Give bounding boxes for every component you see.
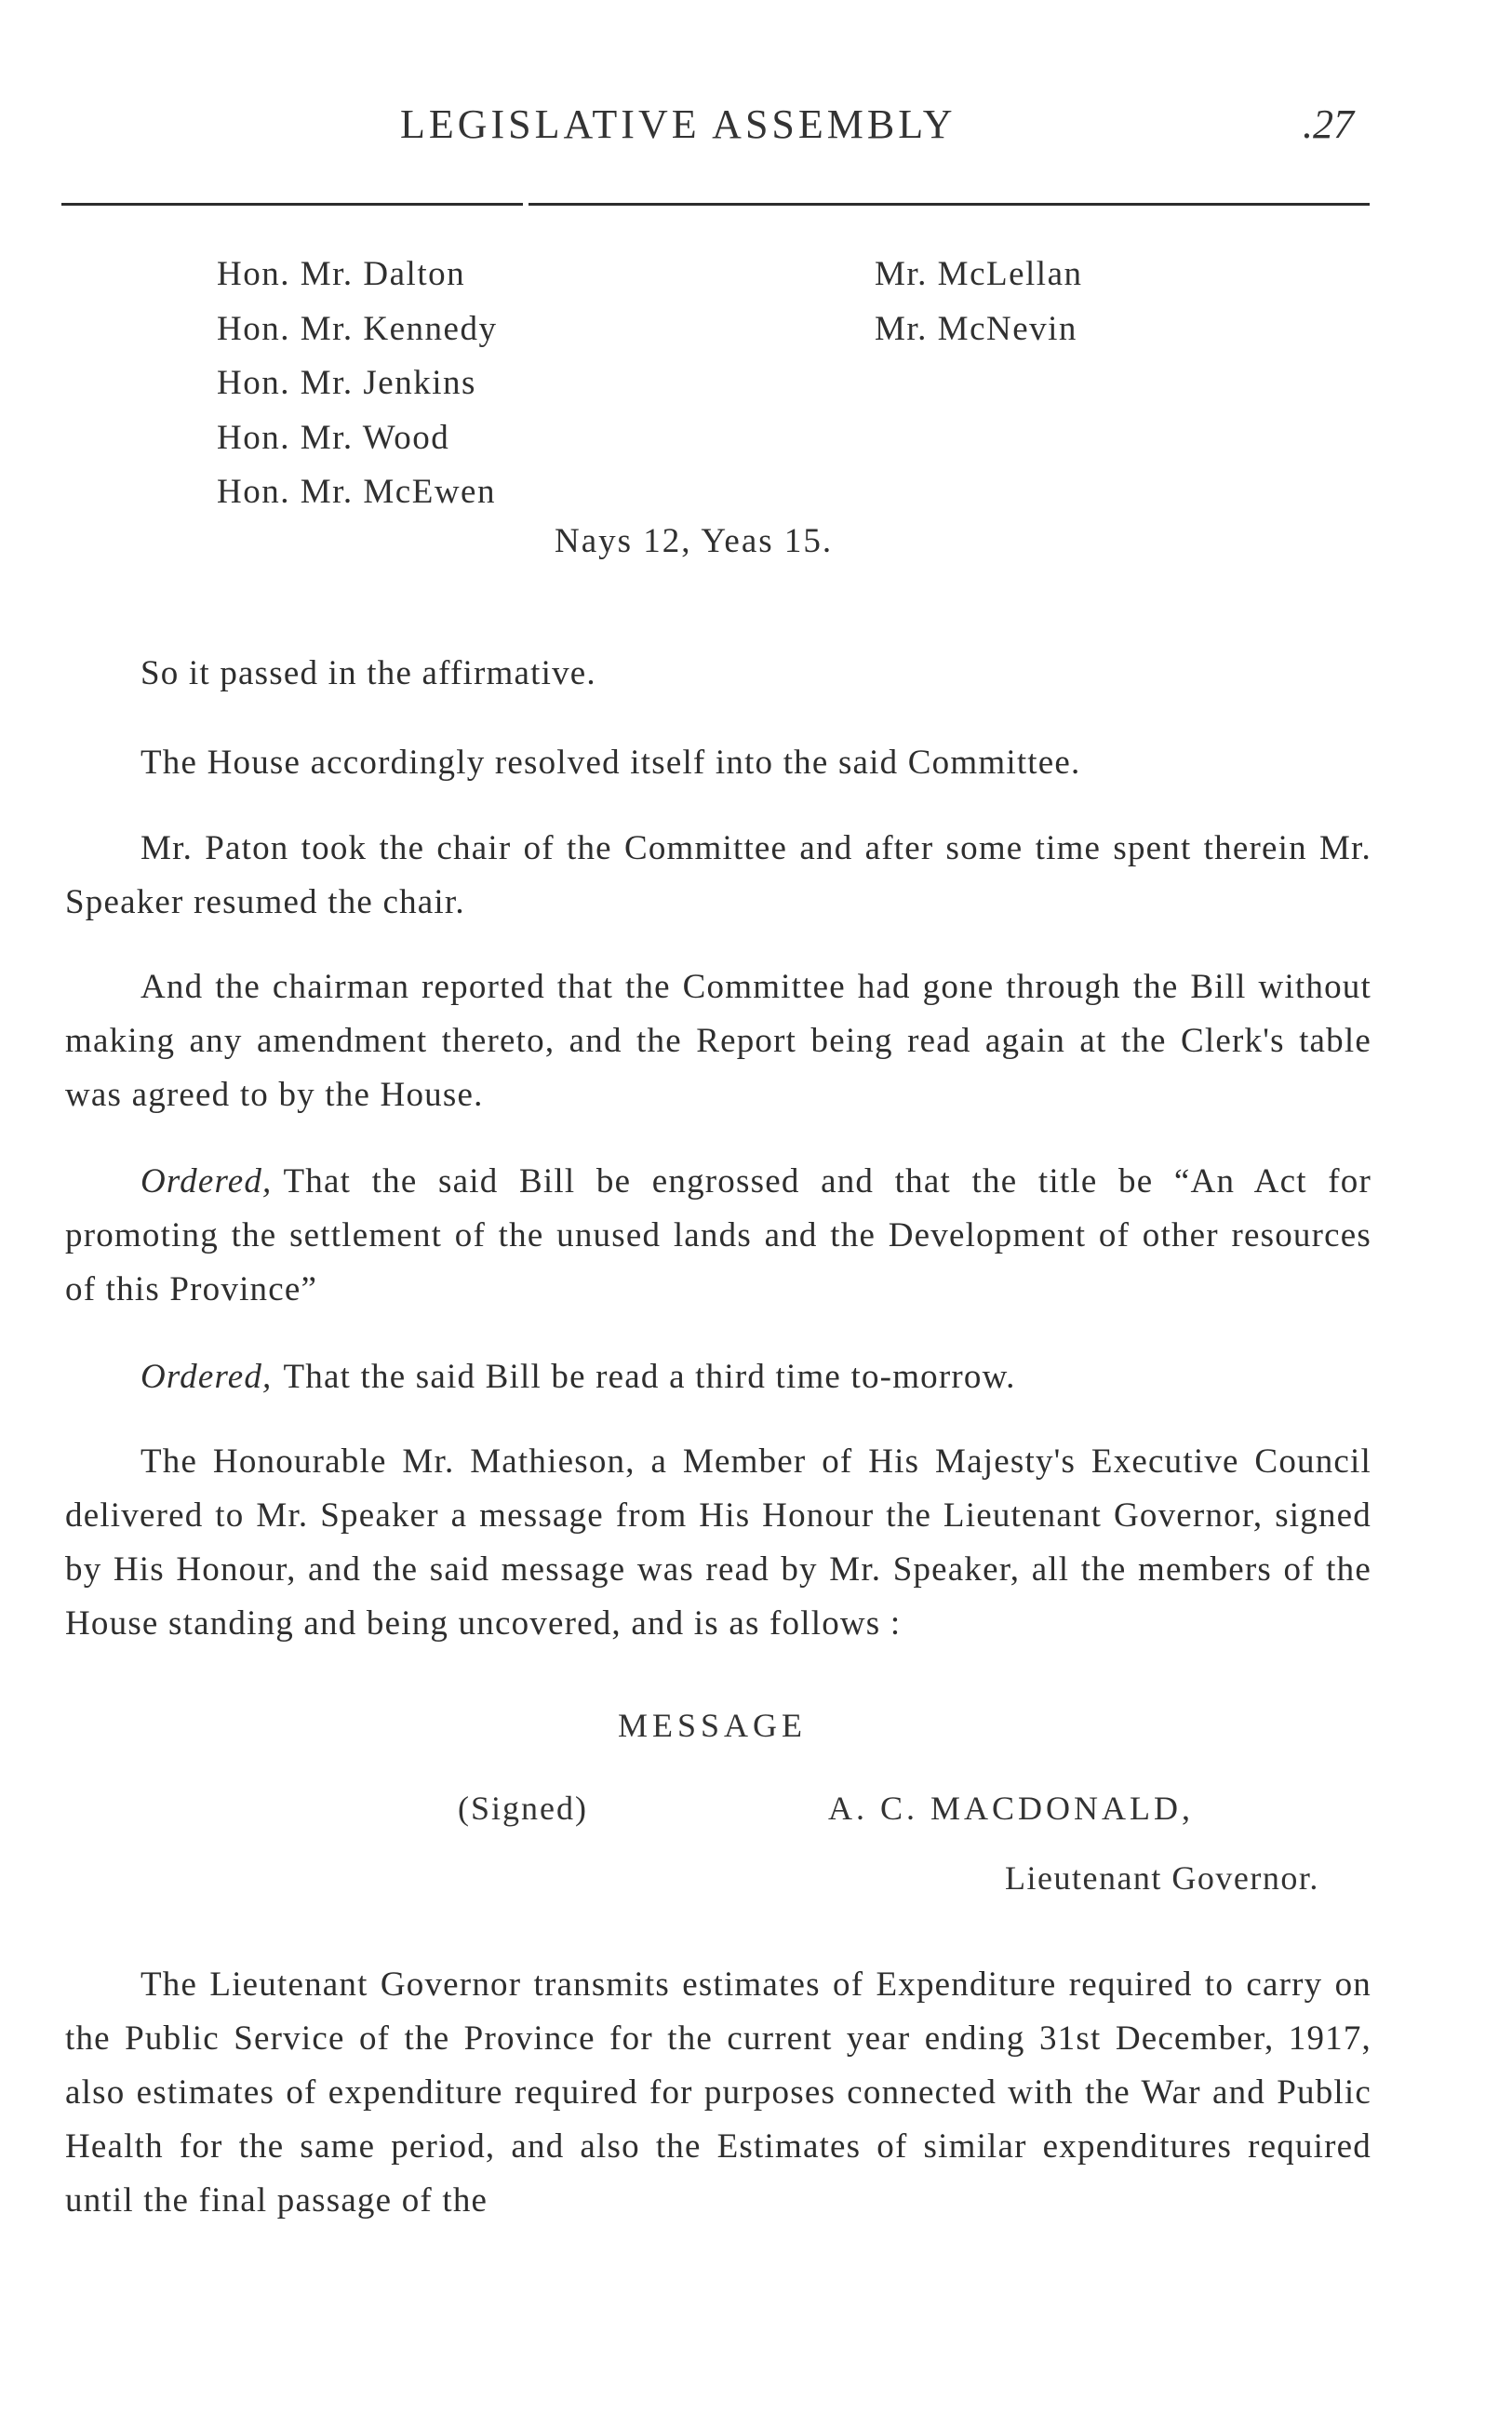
paragraph-chair: Mr. Paton took the chair of the Committee and after some time spent therein Mr. Speaker resumed the chair. xyxy=(65,829,1372,921)
paragraph-ordered-reading xyxy=(65,1350,1372,1404)
division-name: Mr. McLellan xyxy=(875,255,1083,293)
running-header xyxy=(0,101,1512,156)
paragraph-message-delivery: The Honourable Mr. Mathieson, a Member of His Majesty's Executive Council delivered to Mr. Speaker a message from His Honour the Lieutenant Governor, signed by His Honour, and the said message was read by Mr. Speaker, all the members of the House standing and being uncovered, and is as follows : xyxy=(65,1442,1372,1643)
signed-label: (Signed) xyxy=(458,1790,588,1827)
paragraph-report: And the chairman reported that the Committee had gone through the Bill without making any amendment thereto, and the Report being read again at the Clerk's table was agreed to by the House. xyxy=(65,968,1372,1114)
page-number: .27 xyxy=(1303,101,1354,147)
header-rule-right xyxy=(529,203,1370,206)
running-title: LEGISLATIVE ASSEMBLY xyxy=(400,101,957,147)
division-list-right xyxy=(875,248,1083,356)
header-rule-left xyxy=(61,203,523,206)
ordered-text: That the said Bill be read a third time to-morrow. xyxy=(283,1358,1016,1396)
division-list-left xyxy=(217,248,497,520)
ordered-label: Ordered, xyxy=(140,1358,273,1396)
vote-tally: Nays 12, Yeas 15. xyxy=(555,522,834,560)
paragraph-ordered-title xyxy=(65,1155,1372,1317)
division-name: Mr. McNevin xyxy=(875,309,1077,348)
signatory-name: A. C. MACDONALD, xyxy=(828,1790,1195,1827)
division-name: Hon. Mr. McEwen xyxy=(217,473,496,511)
paragraph-committee: The House accordingly resolved itself into the said Committee. xyxy=(140,744,1081,782)
signatory-title: Lieutenant Governor. xyxy=(1005,1859,1319,1897)
division-name: Hon. Mr. Kennedy xyxy=(217,309,498,348)
division-name: Hon. Mr. Dalton xyxy=(217,255,466,293)
message-heading: MESSAGE xyxy=(618,1707,808,1744)
ordered-label: Ordered, xyxy=(140,1162,273,1201)
ordered-text: That the said Bill be engrossed and that the title be “An Act for promoting the settlement of the unused lands and the Development of other resources of this Province” xyxy=(65,1162,1372,1308)
division-name: Hon. Mr. Wood xyxy=(217,418,450,457)
division-name: Hon. Mr. Jenkins xyxy=(217,364,476,402)
paragraph-estimates: The Lieutenant Governor transmits estimates of Expenditure required to carry on the Public Service of the Province for the current year ending 31st December, 1917, also estimates of expenditure required for purposes connected with the War and Public Health for the same period, and also the Estimates of similar expenditures required until the final passage of the xyxy=(65,1965,1372,2220)
paragraph-affirmative: So it passed in the affirmative. xyxy=(140,654,596,692)
